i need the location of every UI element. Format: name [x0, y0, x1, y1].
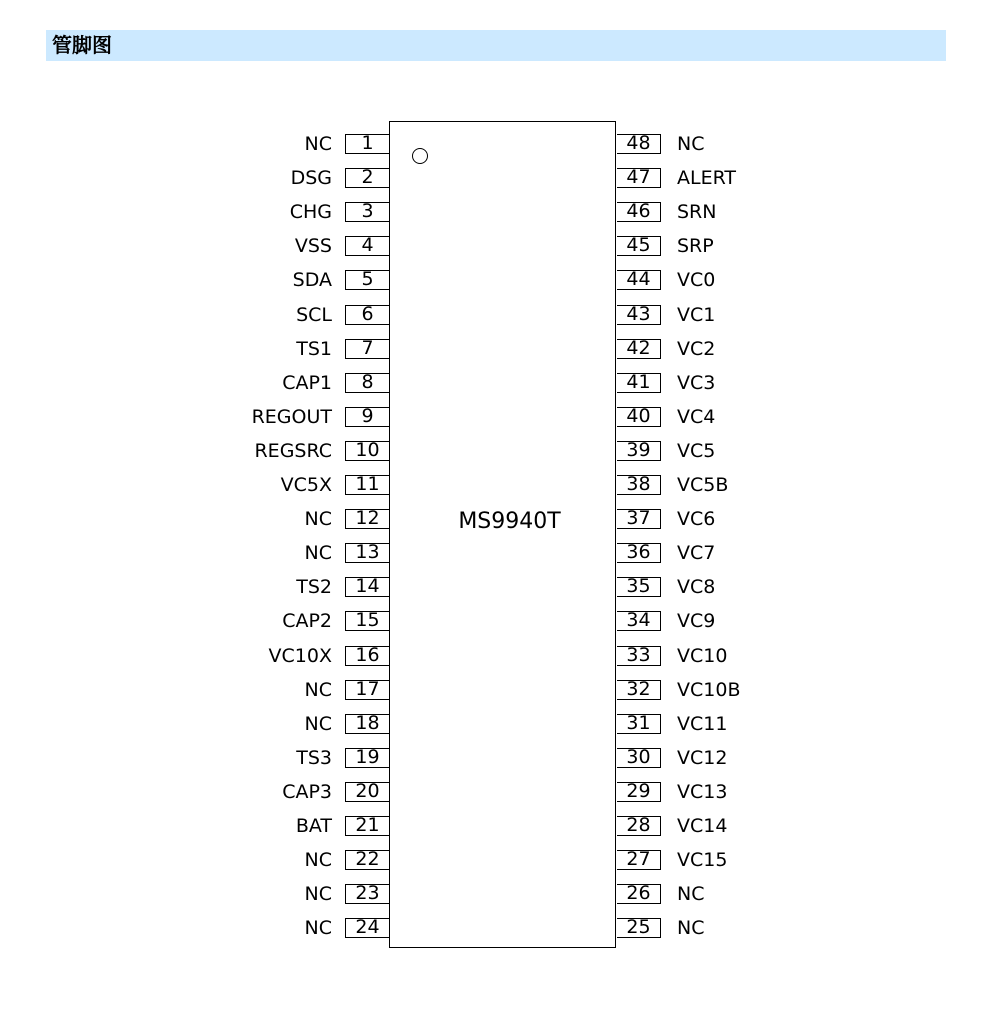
- pin-25-label: NC: [677, 917, 705, 939]
- pin1-indicator-dot: [412, 148, 428, 164]
- pin-13-number: 13: [345, 543, 389, 563]
- pin-16-label: VC10X: [268, 645, 332, 667]
- pin-18-number: 18: [345, 714, 389, 734]
- pin-43-label: VC1: [677, 304, 716, 326]
- pin-12-label: NC: [304, 508, 332, 530]
- pin-3-label: CHG: [289, 201, 332, 223]
- pin-7-label: TS1: [296, 338, 332, 360]
- pin-14-label: TS2: [296, 576, 332, 598]
- pin-27-label: VC15: [677, 849, 728, 871]
- pin-6-label: SCL: [296, 304, 332, 326]
- pin-32-label: VC10B: [677, 679, 741, 701]
- pin-7-number: 7: [345, 339, 389, 359]
- pin-45-label: SRP: [677, 235, 714, 257]
- pin-26-number: 26: [617, 884, 661, 904]
- pin-21-label: BAT: [295, 815, 332, 837]
- pin-42-number: 42: [617, 339, 661, 359]
- pin-26-label: NC: [677, 883, 705, 905]
- pin-38-label: VC5B: [677, 474, 729, 496]
- pin-19-number: 19: [345, 748, 389, 768]
- pin-46-number: 46: [617, 202, 661, 222]
- pin-3-number: 3: [345, 202, 389, 222]
- pin-47-label: ALERT: [677, 167, 737, 189]
- pin-11-number: 11: [345, 475, 389, 495]
- pin-8-label: CAP1: [282, 372, 332, 394]
- pin-45-number: 45: [617, 236, 661, 256]
- pin-4-label: VSS: [294, 235, 332, 257]
- pin-36-number: 36: [617, 543, 661, 563]
- pin-44-label: VC0: [677, 269, 716, 291]
- pin-23-label: NC: [304, 883, 332, 905]
- chip-part-number: MS9940T: [458, 509, 561, 534]
- pin-15-label: CAP2: [282, 610, 332, 632]
- pin-15-number: 15: [345, 611, 389, 631]
- pin-43-number: 43: [617, 305, 661, 325]
- pin-12-number: 12: [345, 509, 389, 529]
- pin-35-number: 35: [617, 577, 661, 597]
- pin-5-label: SDA: [292, 269, 332, 291]
- pin-33-label: VC10: [677, 645, 728, 667]
- pin-21-number: 21: [345, 816, 389, 836]
- pin-5-number: 5: [345, 270, 389, 290]
- pin-30-label: VC12: [677, 747, 728, 769]
- pin-42-label: VC2: [677, 338, 716, 360]
- pin-37-label: VC6: [677, 508, 716, 530]
- pin-36-label: VC7: [677, 542, 716, 564]
- pin-47-number: 47: [617, 168, 661, 188]
- pin-38-number: 38: [617, 475, 661, 495]
- pin-4-number: 4: [345, 236, 389, 256]
- pin-46-label: SRN: [677, 201, 717, 223]
- pin-17-number: 17: [345, 680, 389, 700]
- pin-20-number: 20: [345, 782, 389, 802]
- pin-28-label: VC14: [677, 815, 728, 837]
- pin-22-label: NC: [304, 849, 332, 871]
- pin-8-number: 8: [345, 373, 389, 393]
- pin-24-label: NC: [304, 917, 332, 939]
- pin-41-label: VC3: [677, 372, 716, 394]
- pin-34-label: VC9: [677, 610, 716, 632]
- pin-6-number: 6: [345, 305, 389, 325]
- pin-28-number: 28: [617, 816, 661, 836]
- pin-1-label: NC: [304, 133, 332, 155]
- pin-29-number: 29: [617, 782, 661, 802]
- pin-48-label: NC: [677, 133, 705, 155]
- pin-2-number: 2: [345, 168, 389, 188]
- section-header: [46, 30, 946, 61]
- pin-37-number: 37: [617, 509, 661, 529]
- pin-16-number: 16: [345, 646, 389, 666]
- pin-20-label: CAP3: [282, 781, 332, 803]
- pin-23-number: 23: [345, 884, 389, 904]
- pin-25-number: 25: [617, 918, 661, 938]
- pin-2-label: DSG: [290, 167, 332, 189]
- pin-11-label: VC5X: [280, 474, 332, 496]
- pin-22-number: 22: [345, 850, 389, 870]
- pin-29-label: VC13: [677, 781, 728, 803]
- pin-35-label: VC8: [677, 576, 716, 598]
- pin-33-number: 33: [617, 646, 661, 666]
- pin-10-label: REGSRC: [254, 440, 332, 462]
- pin-31-label: VC11: [677, 713, 728, 735]
- pin-41-number: 41: [617, 373, 661, 393]
- pin-17-label: NC: [304, 679, 332, 701]
- pin-48-number: 48: [617, 134, 661, 154]
- pin-32-number: 32: [617, 680, 661, 700]
- pin-14-number: 14: [345, 577, 389, 597]
- pin-40-label: VC4: [677, 406, 716, 428]
- pin-13-label: NC: [304, 542, 332, 564]
- pin-30-number: 30: [617, 748, 661, 768]
- pin-24-number: 24: [345, 918, 389, 938]
- pin-34-number: 34: [617, 611, 661, 631]
- pin-9-number: 9: [345, 407, 389, 427]
- pin-39-number: 39: [617, 441, 661, 461]
- pin-10-number: 10: [345, 441, 389, 461]
- pin-9-label: REGOUT: [251, 406, 332, 428]
- pin-40-number: 40: [617, 407, 661, 427]
- pin-39-label: VC5: [677, 440, 716, 462]
- pin-44-number: 44: [617, 270, 661, 290]
- pin-31-number: 31: [617, 714, 661, 734]
- pin-18-label: NC: [304, 713, 332, 735]
- section-title: 管脚图: [52, 33, 112, 57]
- pin-19-label: TS3: [296, 747, 332, 769]
- pin-27-number: 27: [617, 850, 661, 870]
- pin-1-number: 1: [345, 134, 389, 154]
